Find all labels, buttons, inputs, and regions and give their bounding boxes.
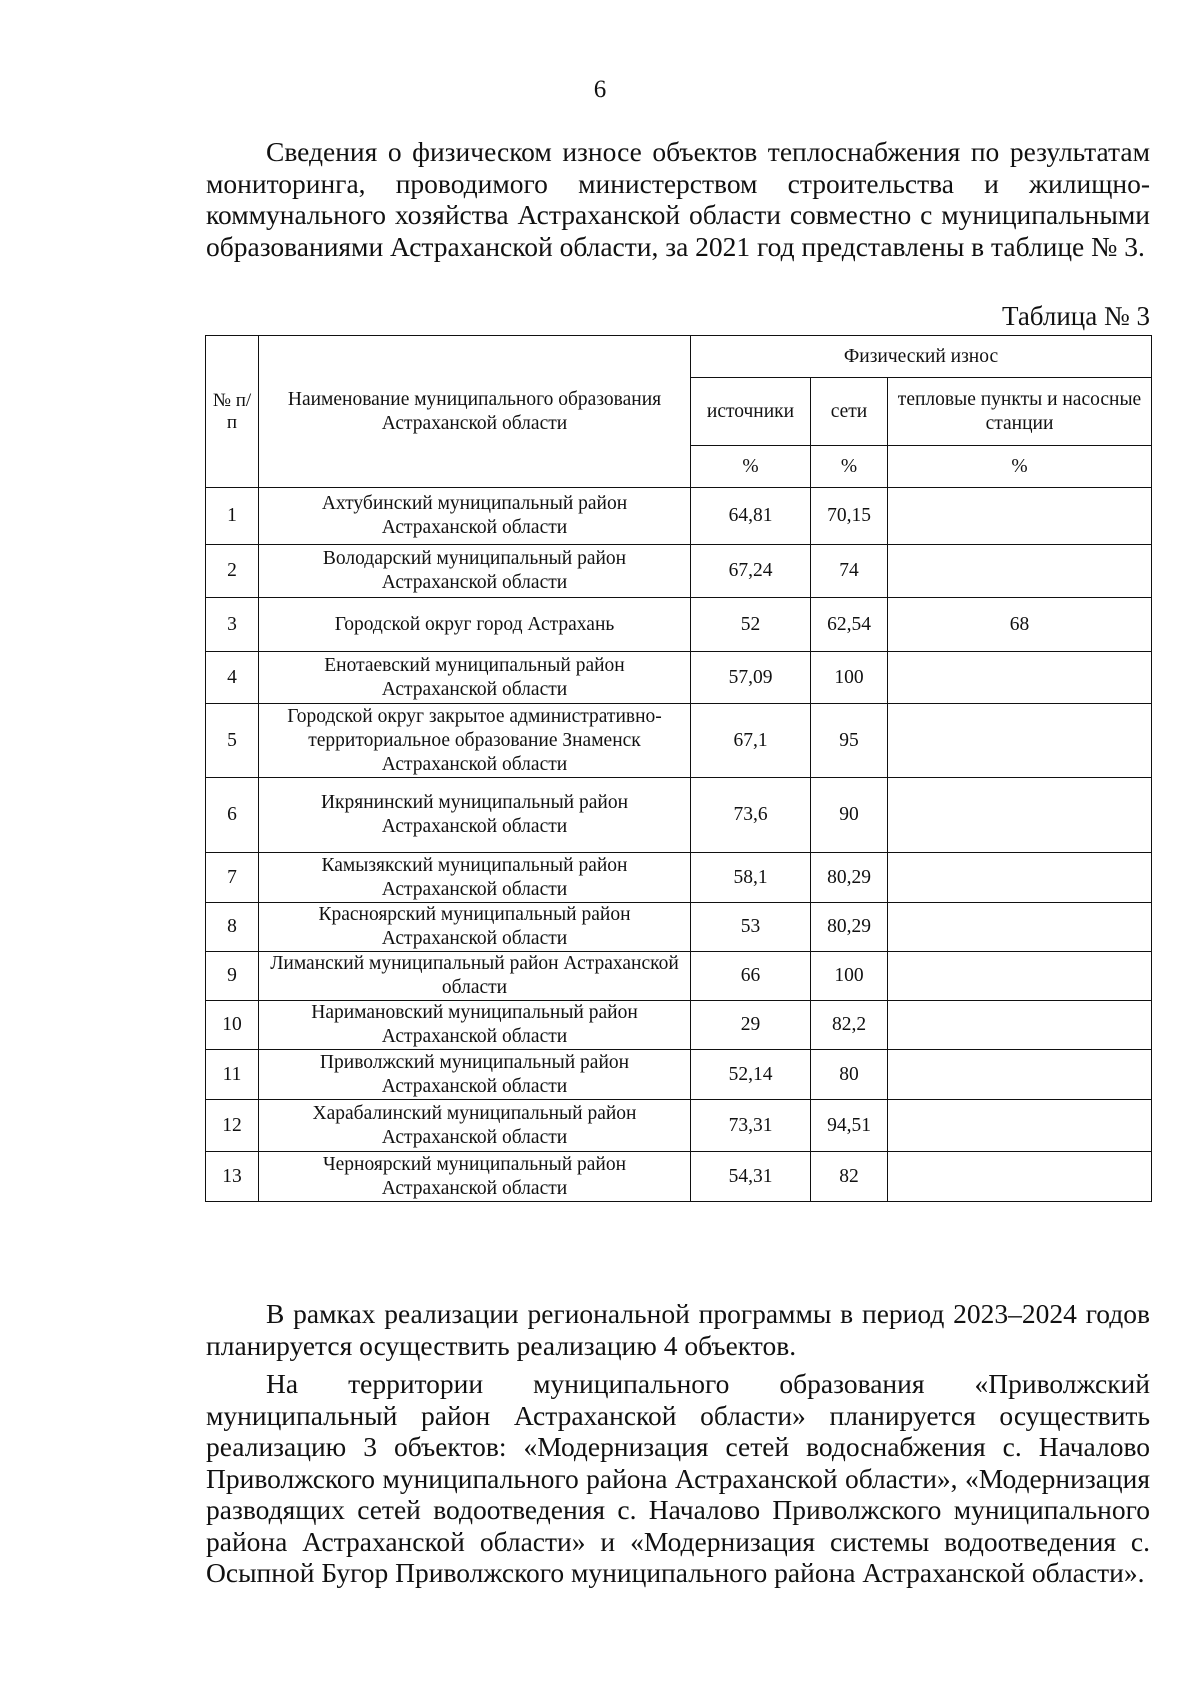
intro-paragraph [206,136,1150,262]
row-sources: 73,6 [691,778,811,853]
row-number: 12 [206,1100,259,1152]
unit-sources: % [691,446,811,488]
wear-table [205,335,1152,1202]
row-name: Енотаевский муниципальный район Астраханской области [259,652,691,704]
row-number: 3 [206,598,259,652]
row-number: 6 [206,778,259,853]
row-sources: 58,1 [691,853,811,903]
row-stations [888,1152,1152,1202]
row-name: Городской округ город Астрахань [259,598,691,652]
row-networks: 80 [811,1050,888,1100]
row-sources: 52 [691,598,811,652]
table-row [206,598,1152,652]
table-row [206,952,1152,1001]
unit-stations: % [888,446,1152,488]
row-networks: 80,29 [811,903,888,952]
row-sources: 52,14 [691,1050,811,1100]
row-number: 2 [206,545,259,598]
header-networks: сети [811,378,888,446]
row-stations: 68 [888,598,1152,652]
row-sources: 29 [691,1001,811,1050]
row-name: Ахтубинский муниципальный район Астраханской области [259,488,691,545]
row-stations [888,903,1152,952]
row-number: 13 [206,1152,259,1202]
row-networks: 82,2 [811,1001,888,1050]
row-stations [888,853,1152,903]
row-stations [888,704,1152,778]
row-name: Камызякский муниципальный район Астраханской области [259,853,691,903]
row-sources: 73,31 [691,1100,811,1152]
unit-networks: % [811,446,888,488]
table-row [206,1001,1152,1050]
privolzhsky-text: На территории муниципального образования «Приволжский муниципальный район Астраханской области» планируется осуществить реализацию 3 объектов: «Модернизация сетей водоснабжения с. Началово Приволжского муниципального района Астраханской области», «Модернизация разводящих сетей водоотведения с. Началово Приволжского муниципального района Астраханской области» и «Модернизация системы водоотведения с. Осыпной Бугор Приволжского муниципального района Астраханской области». [206,1368,1150,1588]
row-sources: 57,09 [691,652,811,704]
row-number: 1 [206,488,259,545]
header-number: № п/п [206,336,259,488]
row-stations [888,952,1152,1001]
row-number: 8 [206,903,259,952]
row-sources: 67,1 [691,704,811,778]
row-sources: 66 [691,952,811,1001]
row-networks: 95 [811,704,888,778]
row-stations [888,1001,1152,1050]
table-row [206,778,1152,853]
program-paragraph [206,1298,1150,1361]
row-name: Красноярский муниципальный район Астраханской области [259,903,691,952]
row-name: Городской округ закрытое административно-территориальное образование Знаменск Астраханской области [259,704,691,778]
program-text: В рамках реализации региональной программы в период 2023–2024 годов планируется осуществить реализацию 4 объектов. [206,1298,1150,1361]
privolzhsky-paragraph [206,1368,1150,1589]
table-row [206,1152,1152,1202]
row-number: 4 [206,652,259,704]
row-networks: 82 [811,1152,888,1202]
row-number: 5 [206,704,259,778]
row-sources: 64,81 [691,488,811,545]
header-name: Наименование муниципального образования Астраханской области [259,336,691,488]
page-number: 6 [593,76,607,103]
table-row [206,903,1152,952]
row-stations [888,488,1152,545]
row-number: 11 [206,1050,259,1100]
row-networks: 100 [811,652,888,704]
row-number: 7 [206,853,259,903]
row-name: Лиманский муниципальный район Астраханской области [259,952,691,1001]
row-networks: 100 [811,952,888,1001]
row-networks: 90 [811,778,888,853]
table-row [206,545,1152,598]
row-networks: 70,15 [811,488,888,545]
row-stations [888,652,1152,704]
row-name: Наримановский муниципальный район Астраханской области [259,1001,691,1050]
row-sources: 53 [691,903,811,952]
row-name: Черноярский муниципальный район Астраханской области [259,1152,691,1202]
table-row [206,853,1152,903]
row-name: Икрянинский муниципальный район Астраханской области [259,778,691,853]
row-number: 9 [206,952,259,1001]
table-row [206,652,1152,704]
row-networks: 74 [811,545,888,598]
header-sources: источники [691,378,811,446]
row-name: Харабалинский муниципальный район Астраханской области [259,1100,691,1152]
row-number: 10 [206,1001,259,1050]
row-networks: 94,51 [811,1100,888,1152]
row-stations [888,1050,1152,1100]
row-networks: 62,54 [811,598,888,652]
table-row [206,1050,1152,1100]
header-physical-wear: Физический износ [691,336,1152,378]
table-row [206,488,1152,545]
row-stations [888,778,1152,853]
row-stations [888,1100,1152,1152]
row-sources: 67,24 [691,545,811,598]
row-stations [888,545,1152,598]
row-sources: 54,31 [691,1152,811,1202]
row-networks: 80,29 [811,853,888,903]
table-caption: Таблица № 3 [1002,301,1150,331]
table-row [206,704,1152,778]
row-name: Володарский муниципальный район Астраханской области [259,545,691,598]
table-row [206,1100,1152,1152]
row-name: Приволжский муниципальный район Астраханской области [259,1050,691,1100]
intro-text: Сведения о физическом износе объектов теплоснабжения по результатам мониторинга, проводимого министерством строительства и жилищно-коммунального хозяйства Астраханской области совместно с муниципальными образованиями Астраханской области, за 2021 год представлены в таблице № 3. [206,136,1150,262]
header-stations: тепловые пункты и насосные станции [888,378,1152,446]
